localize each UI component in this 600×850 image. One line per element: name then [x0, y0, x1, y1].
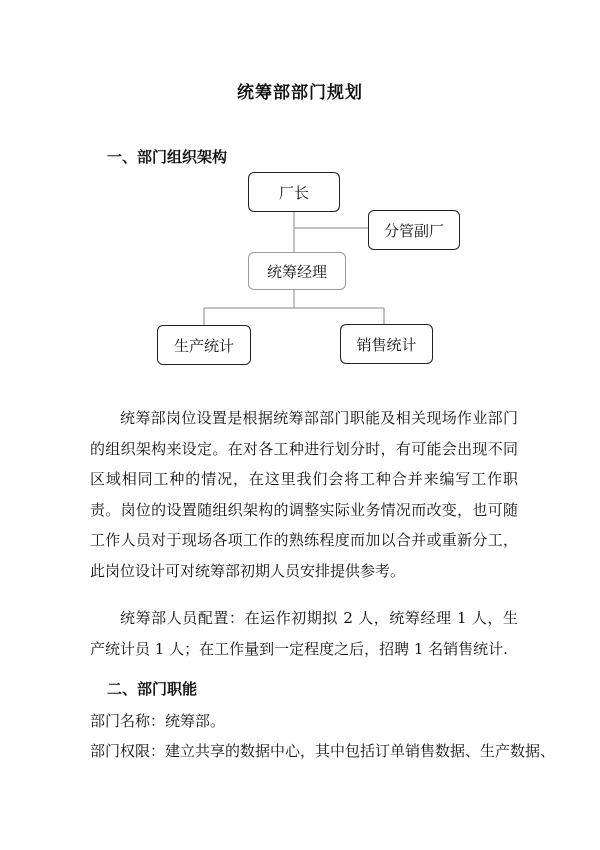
section-heading-org: 一、部门组织架构 [107, 148, 228, 166]
org-node-director: 厂长 [248, 172, 340, 212]
org-node-deputy: 分管副厂 [368, 210, 460, 250]
org-node-production: 生产统计 [157, 325, 251, 365]
section-heading-functions: 二、部门职能 [107, 680, 198, 698]
page-title: 统筹部部门规划 [237, 83, 363, 103]
org-chart [0, 160, 600, 380]
paragraph-position-design: 统筹部岗位设置是根据统筹部部门职能及相关现场作业部门的组织架构来设定。在对各工种进行划分时，有可能会出现不同区域相同工种的情况，在这里我们会将工种合并来编写工作职责。岗位的设置随组织架构的调整实际业务情况而改变，也可随工作人员对于现场各项工作的熟练程度而加以合并或重新分工，此岗位设计可对统筹部初期人员安排提供参考。 [90, 409, 518, 580]
dept-name-line: 部门名称：统筹部。 [90, 712, 226, 730]
paragraph-staffing: 统筹部人员配置：在运作初期拟 2 人，统筹经理 1 人，生产统计员 1 人；在工作量到一定程度之后，招聘 1 名销售统计. [90, 609, 518, 658]
dept-authority-line: 部门权限：建立共享的数据中心，其中包括订单销售数据、生产数据、 [90, 742, 556, 760]
org-node-sales: 销售统计 [340, 324, 433, 364]
org-node-manager: 统筹经理 [248, 252, 346, 290]
